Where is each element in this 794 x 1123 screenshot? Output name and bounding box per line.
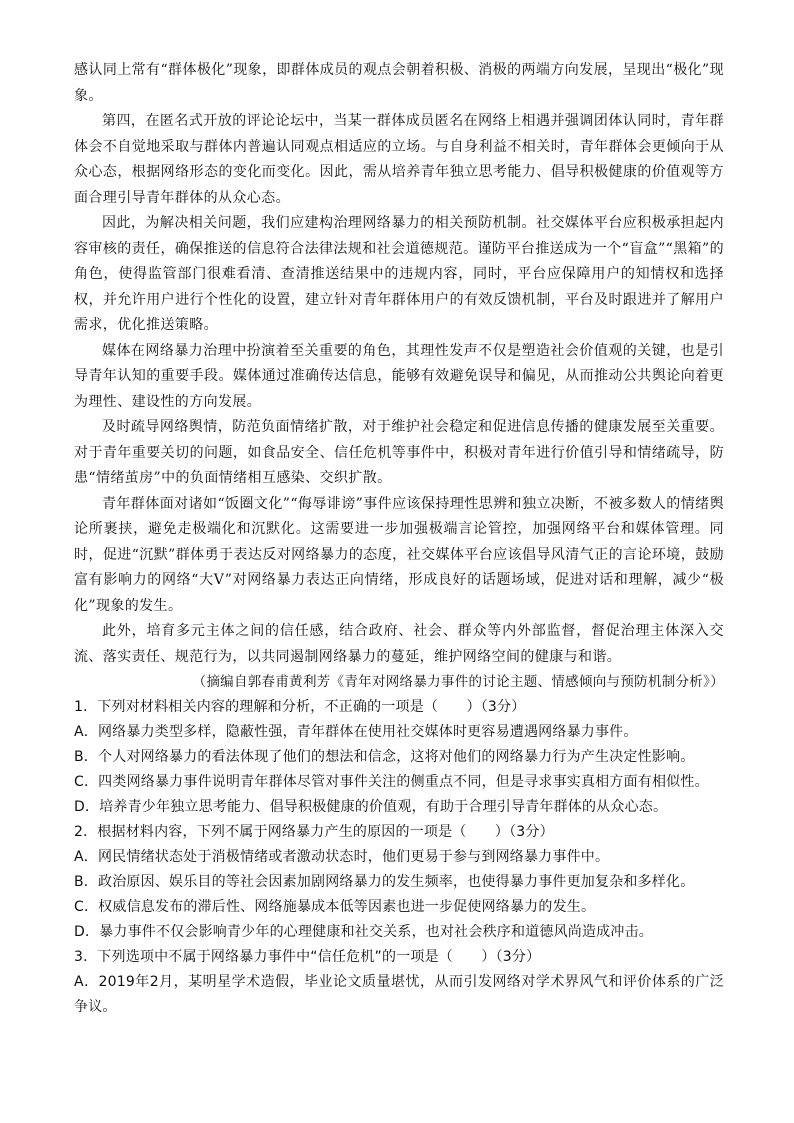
passage-paragraph-7: 此外，培育多元主体之间的信任感，结合政府、社会、群众等内外部监督，督促治理主体深入交流、落实责任、规范行为，以共同遏制网络暴力的蔓延，维护网络空间的健康与和谐。 [74, 623, 724, 665]
question-1-option-b: B．个人对网络暴力的看法体现了他们的想法和信念，这将对他们的网络暴力行为产生决定性影响。 [74, 749, 695, 765]
question-3-option-a: A．2019年2月，某明星学术造假，毕业论文质量堪忧，从而引发网络对学术界风气和评价体系的广泛争议。 [74, 974, 724, 1015]
question-1-option-d: D．培养青少年独立思考能力、倡导积极健康的价值观，有助于合理引导青年群体的从众心态。 [74, 799, 668, 815]
question-3-stem: 3．下列选项中不属于网络暴力事件中“信任危机”的一项是（ ）（3分） [74, 949, 541, 965]
passage-paragraph-4: 媒体在网络暴力治理中扮演着至关重要的角色，其理性发声不仅是塑造社会价值观的关键，也是引导青年认知的重要手段。媒体通过准确传达信息，能够有效避免误导和偏见，从而推动公共舆论向着更为理性、建设性的方向发展。 [74, 342, 724, 410]
question-2-stem: 2．根据材料内容，下列不属于网络暴力产生的原因的一项是（ ）（3分） [74, 824, 554, 840]
passage-source: （摘编自郭春甫黄利芳《青年对网络暴力事件的讨论主题、情感倾向与预防机制分析》） [192, 674, 724, 690]
passage-paragraph-2: 第四，在匿名式开放的评论论坛中，当某一群体成员匿名在网络上相遇并强调团体认同时，青年群体会不自觉地采取与群体内普遍认同观点相适应的立场。与自身利益不相关时，青年群体会更倾向于从众心态，根据网络形态的变化而变化。因此，需从培养青年独立思考能力、倡导积极健康的价值观等方面合理引导青年群体的从众心态。 [74, 113, 724, 206]
question-2-option-c: C．权威信息发布的滞后性、网络施暴成本低等因素也进一步促使网络暴力的发生。 [74, 899, 596, 915]
passage-paragraph-5: 及时疏导网络舆情，防范负面情绪扩散，对于维护社会稳定和促进信息传播的健康发展至关重要。对于青年重要关切的问题，如食品安全、信任危机等事件中，积极对青年进行价值引导和情绪疏导，防患“情绪茧房”中的负面情绪相互感染、交织扩散。 [74, 419, 724, 486]
question-2-option-d: D．暴力事件不仅会影响青少年的心理健康和社交关系，也对社会秩序和道德风尚造成冲击。 [74, 924, 653, 940]
question-1-stem: 1．下列对材料相关内容的理解和分析，不正确的一项是（ ）（3分） [74, 699, 526, 715]
passage-paragraph-1: 感认同上常有“群体极化”现象，即群体成员的观点会朝着积极、消极的两端方向发展，呈现出“极化”现象。 [74, 62, 724, 104]
passage-paragraph-6: 青年群体面对诸如“饭圈文化”“侮辱诽谤”事件应该保持理性思辨和独立决断，不被多数人的情绪舆论所裹挟，避免走极端化和沉默化。这需要进一步加强极端言论管控，加强网络平台和媒体管理。同时，促进“沉默”群体勇于表达反对网络暴力的态度，社交媒体平台应该倡导风清气正的言论环境，鼓励富有影响力的网络“大V”对网络暴力表达正向情绪，形成良好的话题场域，促进对话和理解，减少“极化”现象的发生。 [74, 495, 724, 614]
question-1-option-c: C．四类网络暴力事件说明青年群体尽管对事件关注的侧重点不同，但是寻求事实真相方面有相似性。 [74, 774, 709, 790]
question-2-option-a: A．网民情绪状态处于消极情绪或者激动状态时，他们更易于参与到网络暴力事件中。 [74, 849, 610, 865]
passage-paragraph-3: 因此，为解决相关问题，我们应建构治理网络暴力的相关预防机制。社交媒体平台应积极承担起内容审核的责任，确保推送的信息符合法律法规和社会道德规范。谨防平台推送成为一个“盲盒”“黑箱”的角色，使得监管部门很难看清、查清推送结果中的违规内容，同时，平台应保障用户的知情权和选择权，并允许用户进行个性化的设置，建立针对青年群体用户的有效反馈机制，平台及时跟进并了解用户需求，优化推送策略。 [74, 215, 724, 333]
question-2-option-b: B．政治原因、娱乐目的等社会因素加剧网络暴力的发生频率，也使得暴力事件更加复杂和多样化。 [74, 874, 695, 890]
question-1-option-a: A．网络暴力类型多样，隐蔽性强，青年群体在使用社交媒体时更容易遭遇网络暴力事件。 [74, 724, 638, 740]
